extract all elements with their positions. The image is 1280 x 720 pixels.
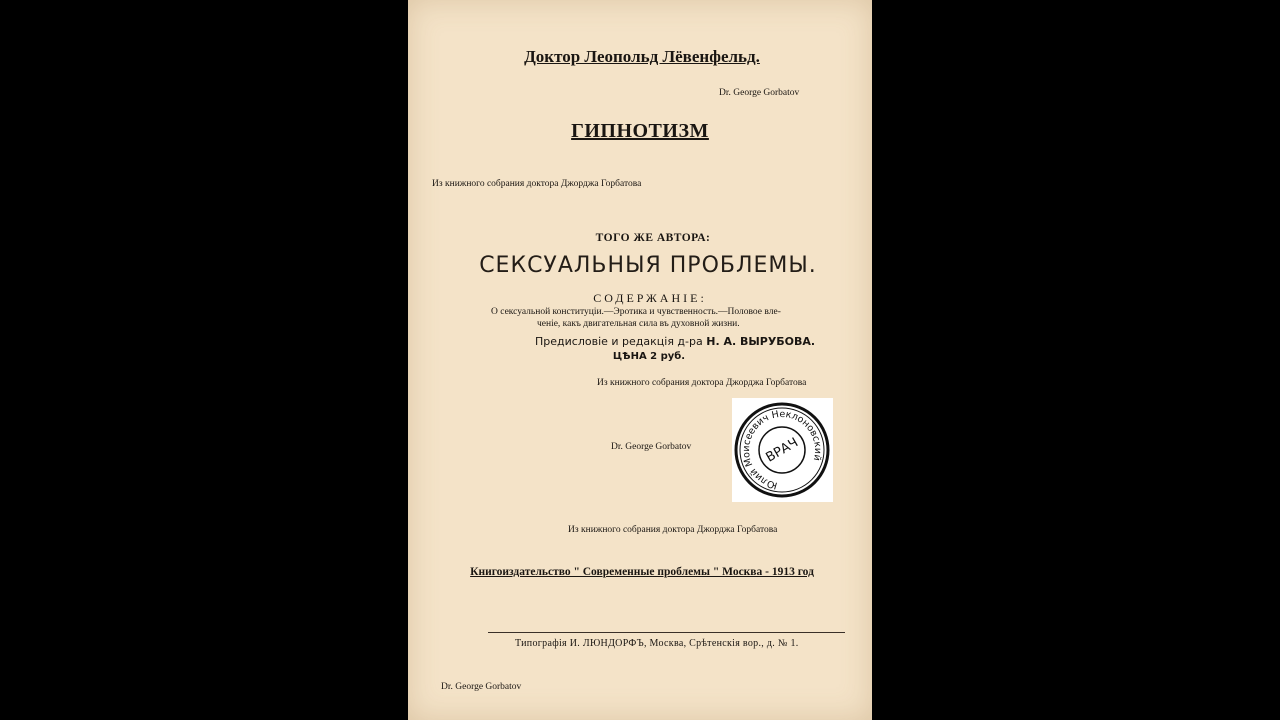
stamp-center-text: ВРАЧ bbox=[763, 435, 801, 466]
contents-line-2: ченіе, какъ двигательная сила въ духовной жизни. bbox=[537, 319, 740, 329]
book-title: СЕКСУАЛЬНЫЯ ПРОБЛЕМЫ. bbox=[479, 253, 817, 278]
watermark-bottom: Dr. George Gorbatov bbox=[441, 682, 522, 692]
stamp-ring-textpath: Юлий Моисеевич Неклоновский bbox=[740, 408, 824, 491]
author-title: Доктор Леопольд Лёвенфельд. bbox=[524, 47, 760, 66]
main-title: ГИПНОТИЗМ bbox=[571, 120, 709, 142]
contents-line-1: О сексуальной конституціи.—Эротика и чувственность.—Половое вле- bbox=[491, 307, 781, 317]
price: ЦѢНА 2 руб. bbox=[612, 351, 686, 362]
collection-note-1: Из книжного собрания доктора Джорджа Горбатова bbox=[432, 179, 642, 189]
publisher-line: Книгоиздательство " Современные проблемы " Москва - 1913 год bbox=[470, 566, 814, 578]
preface-prefix: Предисловіе и редакція д-ра bbox=[535, 335, 703, 348]
preface-name: Н. А. ВЫРУБОВА. bbox=[706, 335, 816, 348]
stamp-graphic bbox=[732, 398, 833, 502]
divider-line bbox=[488, 632, 845, 633]
same-author-heading: ТОГО ЖЕ АВТОРА: bbox=[595, 232, 711, 244]
collection-note-2: Из книжного собрания доктора Джорджа Горбатова bbox=[597, 378, 807, 388]
contents-label: СОДЕРЖАНІЕ: bbox=[593, 291, 707, 305]
watermark-middle: Dr. George Gorbatov bbox=[611, 442, 692, 452]
doctor-stamp bbox=[732, 398, 833, 502]
preface-line bbox=[535, 335, 815, 348]
collection-note-3: Из книжного собрания доктора Джорджа Горбатова bbox=[568, 525, 778, 535]
scanned-page bbox=[408, 0, 872, 720]
typography-imprint: Типографія И. ЛЮНДОРФЪ, Москва, Срѣтенскія вор., д. № 1. bbox=[515, 638, 799, 649]
watermark-top: Dr. George Gorbatov bbox=[719, 88, 800, 98]
